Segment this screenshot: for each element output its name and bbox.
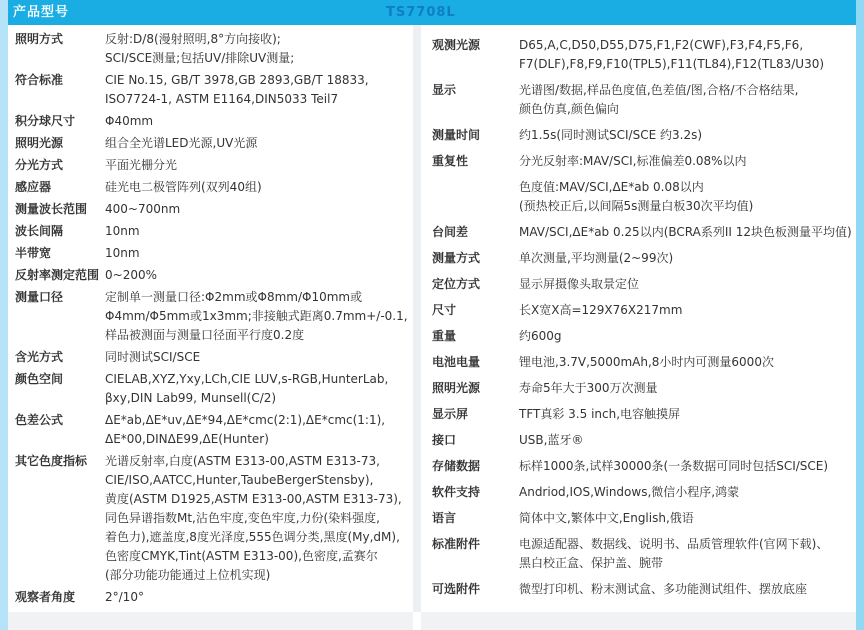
spec-value [105,411,413,449]
spec-value [105,348,413,367]
spec-value [105,244,413,263]
spec-row [432,431,856,450]
spec-value-line: SCI/SCE测量;包括UV/排除UV测量; [105,51,295,65]
spec-value-line: CIELAB,XYZ,Yxy,LCh,CIE LUV,s-RGB,HunterLab, [105,372,389,386]
spec-value [519,580,856,599]
spec-row [432,249,856,268]
spec-label: 显示屏 [432,407,469,421]
spec-row [432,126,856,145]
spec-label: 照明光源 [432,381,481,395]
spec-value-line: 2°/10° [105,590,144,604]
spec-value [105,112,413,131]
spec-label: 测量时间 [432,128,481,142]
spec-row [432,535,856,573]
spec-label: 测量波长范围 [15,202,88,216]
spec-value-line: CIE No.15, GB/T 3978,GB 2893,GB/T 18833, [105,73,369,87]
spec-column-right [432,36,856,606]
spec-label: 色差公式 [15,413,64,427]
spec-value-line: 锂电池,3.7V,5000mAh,8小时内可测量6000次 [519,355,774,369]
spec-value [519,36,856,74]
spec-value-line: 标样1000条,试样30000条(一条数据可同时包括SCI/SCE) [519,459,829,473]
spec-row [432,509,856,528]
spec-value [519,327,856,346]
spec-value [105,156,413,175]
spec-label: 测量方式 [432,251,481,265]
spec-label: 观测光源 [432,38,481,52]
spec-value-line: Φ4mm/Φ5mm或1x3mm;非接触式距离0.7mm+/-0.1, [105,309,408,323]
spec-value-line: 分光反射率:MAV/SCI,标准偏差0.08%以内 [519,154,747,168]
spec-label: 波长间隔 [15,224,64,238]
spec-value [519,483,856,502]
spec-value-line: 色密度CMYK,Tint(ASTM E313-00),色密度,孟赛尔 [105,549,378,563]
spec-label: 电池电量 [432,355,481,369]
spec-value-line: Φ40mm [105,114,154,128]
left-border-stripe [0,0,8,630]
spec-value [519,431,856,450]
spec-row [15,71,413,109]
spec-value [519,405,856,424]
spec-row [432,223,856,242]
column-divider [413,25,421,612]
spec-label: 台间差 [432,225,469,239]
spec-row [15,112,413,131]
spec-row [15,200,413,219]
spec-value-line: 同色异谱指数Mt,沾色牢度,变色牢度,力份(染料强度, [105,511,380,525]
spec-value [105,266,413,285]
spec-value-line: D65,A,C,D50,D55,D75,F1,F2(CWF),F3,F4,F5,F6, [519,38,804,52]
spec-row [15,370,413,408]
spec-value [519,249,856,268]
spec-row [432,379,856,398]
spec-value [105,30,413,68]
footer-band-left [8,612,413,630]
spec-value-line: 同时测试SCI/SCE [105,350,201,364]
spec-value-line: 黑白校正盒、保护盖、腕带 [519,556,664,570]
spec-value [519,126,856,145]
spec-value [519,301,856,320]
spec-value-line: 样品被测面与测量口径面平行度0.2度 [105,328,305,342]
spec-row [432,152,856,171]
spec-label: 软件支持 [432,485,481,499]
spec-value-line: 显示屏摄像头取景定位 [519,277,640,291]
spec-value-line: (部分功能功能通过上位机实现) [105,568,271,582]
spec-value-line: 光谱反射率,白度(ASTM E313-00,ASTM E313-73, [105,454,380,468]
spec-value [519,223,856,242]
spec-row [15,411,413,449]
spec-column-left [15,30,413,610]
spec-value-line: 约600g [519,329,562,343]
spec-label: 颜色空间 [15,372,64,386]
spec-row [15,178,413,197]
product-model: TS7708L [386,5,456,20]
spec-value [105,588,413,607]
spec-value [105,200,413,219]
spec-label [432,178,519,216]
spec-value [105,134,413,153]
spec-value-line: 简体中文,繁体中文,English,俄语 [519,511,694,525]
spec-row [15,222,413,241]
spec-row [15,244,413,263]
spec-value-line: MAV/SCI,ΔE*ab 0.25以内(BCRA系列II 12块色板测量平均值) [519,225,852,239]
spec-value-line: βxy,DIN Lab99, Munsell(C/2) [105,391,277,405]
spec-label: 测量口径 [15,290,64,304]
spec-value-line: 色度值:MAV/SCI,ΔE*ab 0.08以内 [519,180,704,194]
spec-label: 照明光源 [15,136,64,150]
spec-label: 重复性 [432,154,469,168]
spec-row [432,405,856,424]
spec-value-line: (预热校正后,以间隔5s测量白板30次平均值) [519,199,754,213]
spec-value-line: 黄度(ASTM D1925,ASTM E313-00,ASTM E313-73), [105,492,402,506]
spec-row [432,178,856,216]
spec-value-line: ISO7724-1, ASTM E1164,DIN5033 Teil7 [105,92,339,106]
spec-label: 观察者角度 [15,590,76,604]
spec-value [519,178,856,216]
spec-label: 尺寸 [432,303,457,317]
spec-label: 照明方式 [15,32,64,46]
spec-value [105,452,413,585]
spec-row [15,156,413,175]
spec-row [432,457,856,476]
spec-value [519,379,856,398]
spec-row [432,580,856,599]
spec-row [432,353,856,372]
spec-value-line: 400~700nm [105,202,181,216]
spec-label: 其它色度指标 [15,454,88,468]
spec-label: 符合标准 [15,73,64,87]
spec-value [519,535,856,573]
spec-value-line: 单次测量,平均测量(2~99次) [519,251,674,265]
spec-row [15,134,413,153]
spec-value-line: 寿命5年大于300万次测量 [519,381,658,395]
spec-value-line: 0~200% [105,268,157,282]
spec-value-line: 微型打印机、粉末测试盒、多功能测试组件、摆放底座 [519,582,808,596]
spec-value-line: 光谱图/数据,样品色度值,色差值/图,合格/不合格结果, [519,83,799,97]
spec-row [432,483,856,502]
table-header [8,0,856,25]
spec-row [432,327,856,346]
spec-value [105,222,413,241]
spec-row [15,588,413,607]
spec-value [519,275,856,294]
spec-label: 存储数据 [432,459,481,473]
spec-value-line: 电源适配器、数据线、说明书、品质管理软件(官网下载)、 [519,537,829,551]
spec-value-line: F7(DLF),F8,F9,F10(TPL5),F11(TL84),F12(TL83/U30) [519,57,825,71]
spec-value-line: 硅光电二极管阵列(双列40组) [105,180,262,194]
spec-row [15,452,413,585]
spec-value [105,71,413,109]
spec-row [432,275,856,294]
spec-value [519,353,856,372]
spec-row [15,288,413,345]
spec-label: 重量 [432,329,457,343]
spec-value-line: 平面光栅分光 [105,158,178,172]
spec-label: 含光方式 [15,350,64,364]
spec-label: 分光方式 [15,158,64,172]
spec-value [105,370,413,408]
spec-value [105,178,413,197]
spec-label: 反射率测定范围 [15,268,100,282]
spec-value-line: 定制单一测量口径:Φ2mm或Φ8mm/Φ10mm或 [105,290,363,304]
spec-value-line: 颜色仿真,颜色偏向 [519,102,619,116]
spec-label: 语言 [432,511,457,525]
spec-value [519,457,856,476]
spec-value-line: 长X宽X高=129X76X217mm [519,303,683,317]
right-border-stripe [856,0,864,630]
spec-value-line: 组合全光谱LED光源,UV光源 [105,136,258,150]
spec-label: 积分球尺寸 [15,114,76,128]
spec-label: 感应器 [15,180,52,194]
spec-row [432,81,856,119]
spec-value-line: 约1.5s(同时测试SCI/SCE 约3.2s) [519,128,703,142]
spec-value-line: Andriod,IOS,Windows,微信小程序,鸿蒙 [519,485,740,499]
spec-value-line: 10nm [105,246,140,260]
spec-row [432,36,856,74]
spec-row [15,30,413,68]
footer-band-right [421,612,856,630]
header-title: 产品型号 [13,5,70,20]
spec-label: 标准附件 [432,537,481,551]
spec-row [15,266,413,285]
spec-label: 可选附件 [432,582,481,596]
spec-value [519,152,856,171]
spec-value-line: 10nm [105,224,140,238]
spec-value [105,288,413,345]
spec-value-line: USB,蓝牙® [519,433,584,447]
spec-row [15,348,413,367]
spec-label: 显示 [432,83,457,97]
spec-row [432,301,856,320]
spec-value [519,509,856,528]
spec-value-line: ΔE*ab,ΔE*uv,ΔE*94,ΔE*cmc(2:1),ΔE*cmc(1:1), [105,413,386,427]
spec-label: 半带宽 [15,246,52,260]
spec-label: 定位方式 [432,277,481,291]
spec-value-line: ΔE*00,DINΔE99,ΔE(Hunter) [105,432,269,446]
spec-value-line: TFT真彩 3.5 inch,电容触摸屏 [519,407,681,421]
spec-value-line: CIE/ISO,AATCC,Hunter,TaubeBergerStensby), [105,473,374,487]
spec-label: 接口 [432,433,457,447]
spec-value-line: 着色力),遮盖度,8度光泽度,555色调分类,黑度(My,dM), [105,530,400,544]
spec-value [519,81,856,119]
spec-value-line: 反射:D/8(漫射照明,8°方向接收); [105,32,281,46]
